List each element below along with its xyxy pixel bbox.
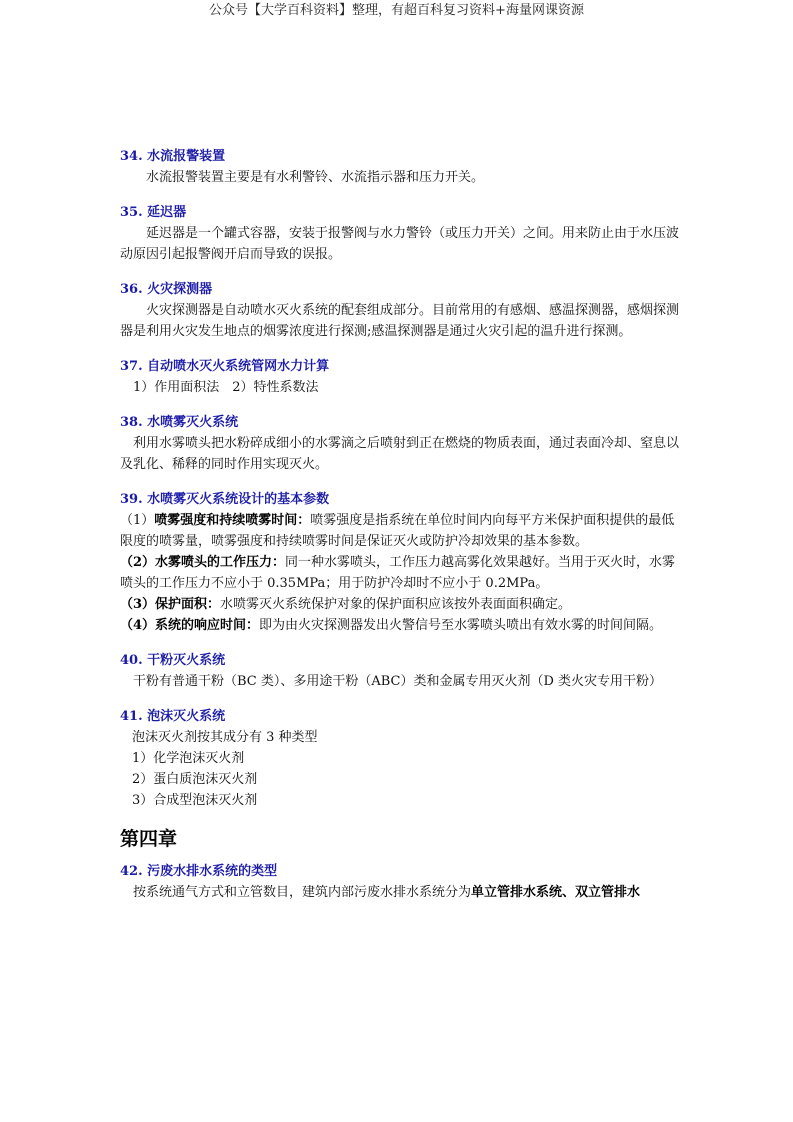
section-37 (120, 356, 680, 398)
section-text: 泡沫灭火剂按其成分有 3 种类型 (132, 730, 318, 745)
param-text: 水喷雾灭火系统保护对象的保护面积应该按外表面面积确定。 (220, 597, 572, 612)
param-text: 喷雾强度是指系统在单位时间内向每平方米保护面积提供的最低限度的喷雾量，喷雾强度和持续喷雾时间是保证灭火或防护冷却效果的基本参数。 (120, 513, 675, 549)
section-text: 1）作用面积法 2）特性系数法 (133, 380, 319, 395)
section-34 (120, 146, 680, 188)
param-1 (120, 510, 680, 552)
section-36 (120, 279, 680, 342)
param-4 (120, 615, 680, 636)
param-text: 即为由火灾探测器发出火警信号至水雾喷头喷出有效水雾的时间间隔。 (259, 618, 663, 633)
list-item: 3）合成型泡沫灭火剂 (132, 793, 258, 808)
section-title: 34. 水流报警装置 (120, 149, 226, 164)
section-title: 35. 延迟器 (120, 205, 187, 220)
section-text (120, 882, 680, 903)
param-label: 喷雾强度和持续喷雾时间： (154, 513, 311, 528)
param-text: 同一种水雾喷头，工作压力越高雾化效果越好。当用于灭火时，水雾喷头的工作压力不应小于 0.35MPa；用于防护冷却时不应小于 0.2MPa。 (120, 555, 676, 591)
section-title: 41. 泡沫灭火系统 (120, 709, 226, 724)
chapter-title: 第四章 (120, 828, 178, 850)
section-42 (120, 861, 680, 903)
section-text: 水流报警装置主要是有水利警铃、水流指示器和压力开关。 (146, 170, 485, 185)
param-prefix: （1） (120, 513, 155, 528)
section-text: 延迟器是一个罐式容器，安装于报警阀与水力警铃（或压力开关）之间。用来防止由于水压波动原因引起报警阀开启而导致的误报。 (120, 226, 680, 262)
param-label: （4）系统的响应时间： (120, 618, 260, 633)
section-title: 38. 水喷雾灭火系统 (120, 415, 239, 430)
section-text: 利用水雾喷头把水粉碎成细小的水雾滴之后喷射到正在燃烧的物质表面，通过表面冷却、窒息以及乳化、稀释的同时作用实现灭火。 (120, 436, 680, 472)
param-3 (120, 594, 680, 615)
list-item: 2）蛋白质泡沫灭火剂 (132, 772, 258, 787)
section-title: 36. 火灾探测器 (120, 282, 213, 297)
section-text: 干粉有普通干粉（BC 类）、多用途干粉（ABC）类和金属专用灭火剂（D 类火灾专用干粉） (133, 674, 663, 689)
section-title: 37. 自动喷水灭火系统管网水力计算 (120, 359, 330, 374)
section-title: 40. 干粉灭火系统 (120, 653, 226, 668)
param-label: （2）水雾喷头的工作压力： (120, 555, 286, 570)
section-text-plain: 按系统通气方式和立管数目，建筑内部污废水排水系统分为 (133, 885, 472, 900)
document-body (120, 146, 680, 917)
section-38 (120, 412, 680, 475)
section-title: 42. 污废水排水系统的类型 (120, 864, 278, 879)
param-2 (120, 552, 680, 594)
param-label: （3）保护面积： (120, 597, 221, 612)
page-header: 公众号【大学百科资料】整理，有超百科复习资料+海量网课资源 (209, 3, 584, 18)
section-39 (120, 489, 680, 636)
section-40 (120, 650, 680, 692)
section-35 (120, 202, 680, 265)
section-text: 火灾探测器是自动喷水灭火系统的配套组成部分。目前常用的有感烟、感温探测器，感烟探测器是利用火灾发生地点的烟雾浓度进行探测;感温探测器是通过火灾引起的温升进行探测。 (120, 303, 680, 339)
section-title: 39. 水喷雾灭火系统设计的基本参数 (120, 492, 330, 507)
section-41 (120, 706, 680, 811)
section-text-bold: 单立管排水系统、双立管排水 (471, 885, 641, 900)
list-item: 1）化学泡沫灭火剂 (132, 751, 245, 766)
